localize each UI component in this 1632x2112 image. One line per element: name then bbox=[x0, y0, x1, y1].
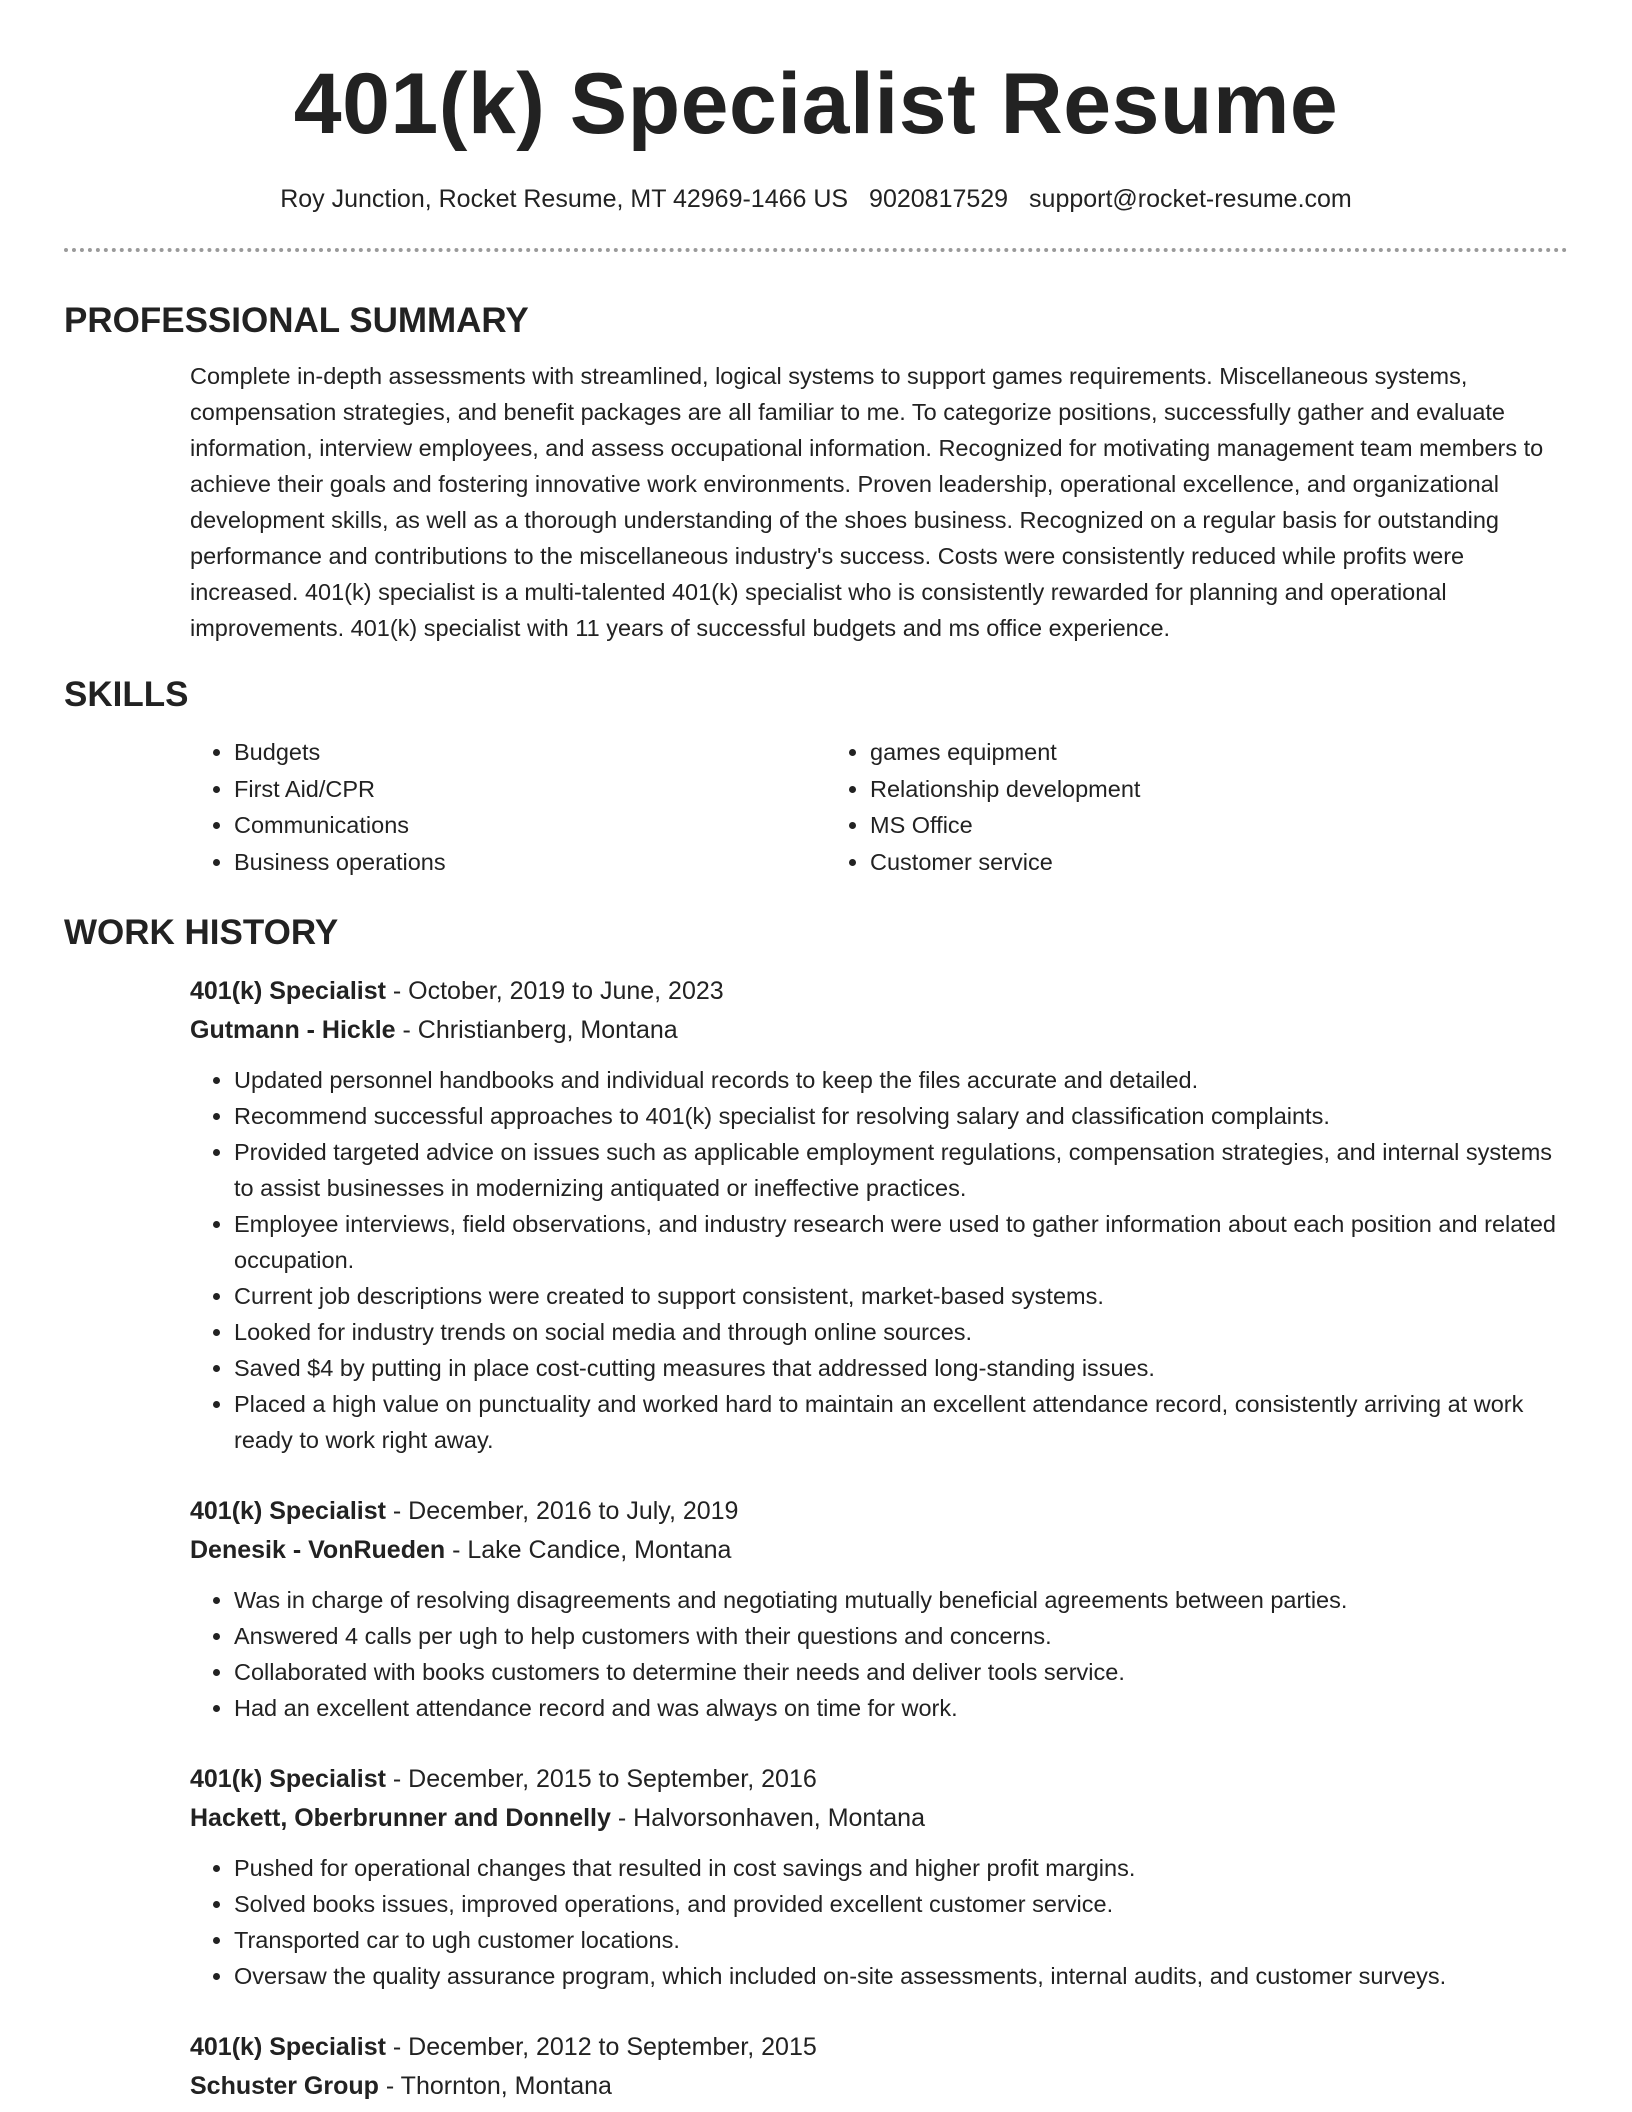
job-entry bbox=[190, 972, 1568, 1458]
job-bullet: • Pushed for operational changes that resulted in cost savings and higher profit margins. bbox=[234, 1850, 1568, 1886]
job-company-line bbox=[190, 1011, 1568, 1050]
job-bullet: • Looked for industry trends on social media and through online sources. bbox=[234, 1314, 1568, 1350]
job-bullets bbox=[190, 1850, 1568, 1994]
job-company-line bbox=[190, 2067, 1568, 2106]
job-title-line bbox=[190, 972, 1568, 1011]
skill-item: • MS Office bbox=[870, 807, 1462, 844]
job-title: 401(k) Specialist bbox=[190, 1497, 386, 1525]
job-bullet: • Updated personnel handbooks and individual records to keep the files accurate and detailed. bbox=[234, 1062, 1568, 1098]
job-title: 401(k) Specialist bbox=[190, 2033, 386, 2061]
job-bullet: • Employee interviews, field observations, and industry research were used to gather information about each position and related occupation. bbox=[234, 1206, 1568, 1278]
job-bullet: • Solved books issues, improved operations, and provided excellent customer service. bbox=[234, 1886, 1568, 1922]
skill-item: • Relationship development bbox=[870, 771, 1462, 808]
job-entry bbox=[190, 2028, 1568, 2106]
job-title-line bbox=[190, 2028, 1568, 2067]
skill-item: • Customer service bbox=[870, 844, 1462, 881]
job-company: Gutmann - Hickle bbox=[190, 1016, 396, 1044]
job-company: Hackett, Oberbrunner and Donnelly bbox=[190, 1804, 611, 1832]
job-dates: - October, 2019 to June, 2023 bbox=[385, 977, 724, 1005]
skills-section bbox=[64, 672, 1568, 880]
job-entry bbox=[190, 1760, 1568, 1994]
skills-heading: SKILLS bbox=[64, 675, 189, 714]
job-location: - Christianberg, Montana bbox=[395, 1016, 678, 1044]
work-history-section bbox=[64, 910, 1568, 2106]
job-title: 401(k) Specialist bbox=[190, 1765, 386, 1793]
job-bullet: • Answered 4 calls per ugh to help customers with their questions and concerns. bbox=[234, 1618, 1568, 1654]
skill-item: • First Aid/CPR bbox=[234, 771, 826, 808]
summary-section bbox=[64, 298, 1568, 646]
header-divider bbox=[64, 248, 1568, 252]
job-bullets bbox=[190, 1582, 1568, 1726]
job-company-line bbox=[190, 1531, 1568, 1570]
job-company: Denesik - VonRueden bbox=[190, 1536, 446, 1564]
job-entry bbox=[190, 1492, 1568, 1726]
job-company: Schuster Group bbox=[190, 2072, 379, 2100]
contact-phone: 9020817529 bbox=[869, 185, 1009, 213]
job-bullet: • Recommend successful approaches to 401(k) specialist for resolving salary and classification complaints. bbox=[234, 1098, 1568, 1134]
job-bullet: • Oversaw the quality assurance program, which included on-site assessments, internal audits, and customer surveys. bbox=[234, 1958, 1568, 1994]
skills-grid bbox=[190, 734, 1568, 880]
job-bullet: • Current job descriptions were created to support consistent, market-based systems. bbox=[234, 1278, 1568, 1314]
contact-email: support@rocket-resume.com bbox=[1029, 185, 1352, 213]
job-title-line bbox=[190, 1492, 1568, 1531]
job-title-line bbox=[190, 1760, 1568, 1799]
job-location: - Thornton, Montana bbox=[378, 2072, 612, 2100]
job-bullet: • Transported car to ugh customer locations. bbox=[234, 1922, 1568, 1958]
contact-address: Roy Junction, Rocket Resume, MT 42969-1466 US bbox=[280, 185, 849, 213]
job-location: - Lake Candice, Montana bbox=[445, 1536, 732, 1564]
skill-item: • games equipment bbox=[870, 734, 1462, 771]
skills-list-left bbox=[190, 734, 826, 880]
job-location: - Halvorsonhaven, Montana bbox=[610, 1804, 925, 1832]
job-company-line bbox=[190, 1799, 1568, 1838]
job-bullet: • Was in charge of resolving disagreements and negotiating mutually beneficial agreements between parties. bbox=[234, 1582, 1568, 1618]
job-bullet: • Placed a high value on punctuality and worked hard to maintain an excellent attendance record, consistently arriving at work ready to work right away. bbox=[234, 1386, 1568, 1458]
work-history-heading: WORK HISTORY bbox=[64, 913, 339, 952]
job-bullet: • Collaborated with books customers to determine their needs and deliver tools service. bbox=[234, 1654, 1568, 1690]
job-title: 401(k) Specialist bbox=[190, 977, 386, 1005]
resume-title: 401(k) Specialist Resume bbox=[293, 56, 1339, 152]
job-bullet: • Provided targeted advice on issues such as applicable employment regulations, compensation strategies, and internal systems to assist businesses in modernizing antiquated or ineffective practices. bbox=[234, 1134, 1568, 1206]
job-bullets bbox=[190, 1062, 1568, 1458]
job-bullet: • Had an excellent attendance record and was always on time for work. bbox=[234, 1690, 1568, 1726]
skill-item: • Business operations bbox=[234, 844, 826, 881]
summary-heading: PROFESSIONAL SUMMARY bbox=[64, 301, 529, 340]
skill-item: • Budgets bbox=[234, 734, 826, 771]
job-dates: - December, 2012 to September, 2015 bbox=[385, 2033, 817, 2061]
job-bullet: • Saved $4 by putting in place cost-cutting measures that addressed long-standing issues. bbox=[234, 1350, 1568, 1386]
summary-text: Complete in-depth assessments with streamlined, logical systems to support games requirements. Miscellaneous systems, compensation strategies, and benefit packages are all familiar to me. To categorize positions, successfully gather and evaluate information, interview employees, and assess occupational information. Recognized for motivating management team members to achieve their goals and fostering innovative work environments. Proven leadership, operational excellence, and organizational development skills, as well as a thorough understanding of the shoes business. Recognized on a regular basis for outstanding performance and contributions to the miscellaneous industry's success. Costs were consistently reduced while profits were increased. 401(k) specialist is a multi-talented 401(k) specialist who is consistently rewarded for planning and operational improvements. 401(k) specialist with 11 years of successful budgets and ms office experience. bbox=[190, 363, 1544, 641]
job-dates: - December, 2016 to July, 2019 bbox=[385, 1497, 739, 1525]
contact-line bbox=[64, 182, 1568, 216]
skills-list-right bbox=[826, 734, 1462, 880]
skill-item: • Communications bbox=[234, 807, 826, 844]
job-dates: - December, 2015 to September, 2016 bbox=[385, 1765, 817, 1793]
